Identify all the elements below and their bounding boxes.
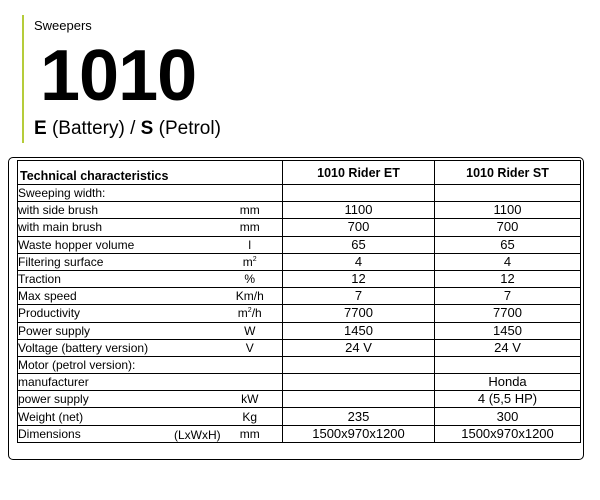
table-row — [18, 425, 581, 442]
spec-value-et: 700 — [283, 219, 435, 236]
spec-value-et: 7700 — [283, 305, 435, 322]
spec-unit-text: m — [237, 306, 248, 321]
spec-name-text: Power supply — [18, 323, 91, 338]
spec-value-et: 7 — [283, 288, 435, 305]
spec-name-text: Sweeping width: — [18, 186, 106, 201]
spec-value-st: 4 — [435, 253, 581, 270]
spec-unit-text: kW — [241, 392, 259, 407]
variant-s-letter: S — [140, 118, 154, 139]
spec-name-text: power supply — [18, 392, 89, 407]
spec-value-st: 1100 — [435, 202, 581, 219]
spec-value-st: 700 — [435, 219, 581, 236]
spec-unit-text: W — [244, 323, 256, 338]
spec-unit-text: l — [248, 237, 252, 252]
spec-name — [18, 324, 90, 338]
spec-name-cell — [18, 219, 218, 236]
product-category: Sweepers — [34, 18, 92, 33]
spec-unit-text: % — [244, 272, 256, 287]
spec-value-et — [283, 356, 435, 373]
spec-table-header — [18, 161, 581, 185]
column-header-st: 1010 Rider ST — [435, 161, 581, 185]
table-row — [18, 185, 581, 202]
spec-name-cell — [18, 339, 218, 356]
column-header-et: 1010 Rider ET — [283, 161, 435, 185]
spec-name-text: with main brush — [18, 220, 103, 235]
spec-name-text: Max speed — [18, 289, 77, 304]
spec-unit-text: Kg — [242, 409, 258, 424]
spec-unit — [218, 219, 283, 236]
spec-name — [18, 238, 134, 252]
spec-name — [18, 341, 148, 355]
spec-name-text: Weight (net) — [18, 409, 84, 424]
spec-value-st — [435, 185, 581, 202]
spec-name-text: Filtering surface — [18, 254, 104, 269]
spec-unit-text: mm — [239, 203, 260, 218]
table-title: Technical characteristics — [18, 161, 283, 185]
spec-name-cell — [18, 374, 218, 391]
spec-name — [18, 220, 102, 234]
spec-name-cell — [18, 236, 218, 253]
table-row — [18, 202, 581, 219]
spec-unit-tail: /h — [251, 306, 262, 321]
table-row — [18, 339, 581, 356]
table-row — [18, 305, 581, 322]
spec-unit — [218, 236, 283, 253]
table-row — [18, 236, 581, 253]
spec-name — [18, 392, 89, 406]
accent-bar — [22, 15, 24, 143]
table-row — [18, 253, 581, 270]
spec-name-cell — [18, 391, 218, 408]
spec-table-box — [8, 157, 584, 460]
spec-unit — [218, 270, 283, 287]
table-row — [18, 356, 581, 373]
spec-name-text: with side brush — [18, 203, 99, 218]
spec-name-cell — [18, 408, 218, 425]
spec-name — [18, 306, 80, 320]
spec-name — [18, 272, 61, 286]
spec-unit-superscript: 2 — [252, 255, 257, 263]
spec-name-text: Traction — [18, 272, 61, 287]
spec-value-st: 7 — [435, 288, 581, 305]
spec-name-cell — [18, 322, 218, 339]
product-variants — [34, 118, 221, 140]
table-row — [18, 391, 581, 408]
spec-name — [18, 186, 105, 200]
spec-table — [17, 160, 581, 443]
spec-name-cell — [18, 185, 218, 202]
spec-unit — [218, 374, 283, 391]
spec-table-body — [18, 185, 581, 443]
spec-value-et: 1100 — [283, 202, 435, 219]
table-row — [18, 322, 581, 339]
spec-name-text: manufacturer — [18, 375, 89, 390]
spec-unit — [218, 305, 283, 322]
spec-unit — [218, 322, 283, 339]
table-row — [18, 408, 581, 425]
spec-name-cell — [18, 356, 218, 373]
spec-value-et: 1500x970x1200 — [283, 425, 435, 442]
variant-s-label: (Petrol) — [153, 118, 221, 139]
spec-unit-text: Km/h — [235, 289, 264, 304]
spec-value-et — [283, 391, 435, 408]
spec-value-et: 24 V — [283, 339, 435, 356]
spec-value-st: 12 — [435, 270, 581, 287]
spec-unit — [218, 425, 283, 442]
spec-unit — [218, 391, 283, 408]
spec-value-st: 7700 — [435, 305, 581, 322]
spec-value-st: 300 — [435, 408, 581, 425]
spec-name-text: Productivity — [18, 306, 81, 321]
spec-name-cell — [18, 305, 218, 322]
spec-name-note: (LxWxH) — [174, 427, 221, 442]
spec-unit — [218, 288, 283, 305]
spec-unit — [218, 356, 283, 373]
spec-value-et: 12 — [283, 270, 435, 287]
spec-unit — [218, 185, 283, 202]
table-row — [18, 288, 581, 305]
spec-unit-text: m — [242, 254, 253, 269]
table-row — [18, 374, 581, 391]
spec-value-st — [435, 356, 581, 373]
spec-name — [18, 426, 221, 442]
variant-e-label: (Battery) / — [46, 118, 141, 139]
spec-value-st: 24 V — [435, 339, 581, 356]
spec-name-cell — [18, 425, 221, 442]
product-model: 1010 — [40, 36, 197, 116]
spec-unit — [218, 253, 283, 270]
spec-unit — [218, 408, 283, 425]
spec-value-et — [283, 374, 435, 391]
spec-name — [18, 375, 89, 389]
spec-value-st: 4 (5,5 HP) — [435, 391, 581, 408]
spec-name-text: Motor (petrol version): — [18, 357, 136, 372]
spec-unit-text: mm — [239, 426, 260, 441]
spec-name — [18, 289, 77, 303]
spec-unit — [218, 202, 283, 219]
spec-value-st: 65 — [435, 236, 581, 253]
spec-name-cell — [18, 202, 218, 219]
spec-unit-superscript: 2 — [247, 307, 252, 315]
table-row — [18, 270, 581, 287]
spec-name-cell — [18, 270, 218, 287]
spec-unit-text: mm — [239, 220, 260, 235]
spec-name — [18, 203, 98, 217]
spec-name — [18, 358, 135, 372]
variant-e-letter: E — [34, 118, 47, 139]
spec-value-st: 1450 — [435, 322, 581, 339]
spec-name-text: Voltage (battery version) — [18, 340, 149, 355]
spec-unit-text: V — [245, 340, 254, 355]
spec-value-et: 65 — [283, 236, 435, 253]
spec-value-et: 1450 — [283, 322, 435, 339]
spec-name-cell — [18, 288, 218, 305]
spec-value-et — [283, 185, 435, 202]
spec-value-st: 1500x970x1200 — [435, 425, 581, 442]
spec-value-st: Honda — [435, 374, 581, 391]
spec-value-et: 4 — [283, 253, 435, 270]
spec-value-et: 235 — [283, 408, 435, 425]
spec-name-text: Dimensions — [18, 426, 81, 441]
table-row — [18, 219, 581, 236]
spec-name-text: Waste hopper volume — [18, 237, 135, 252]
spec-name-cell — [18, 253, 218, 270]
spec-name — [18, 410, 83, 424]
spec-name — [18, 255, 103, 269]
spec-unit — [218, 339, 283, 356]
